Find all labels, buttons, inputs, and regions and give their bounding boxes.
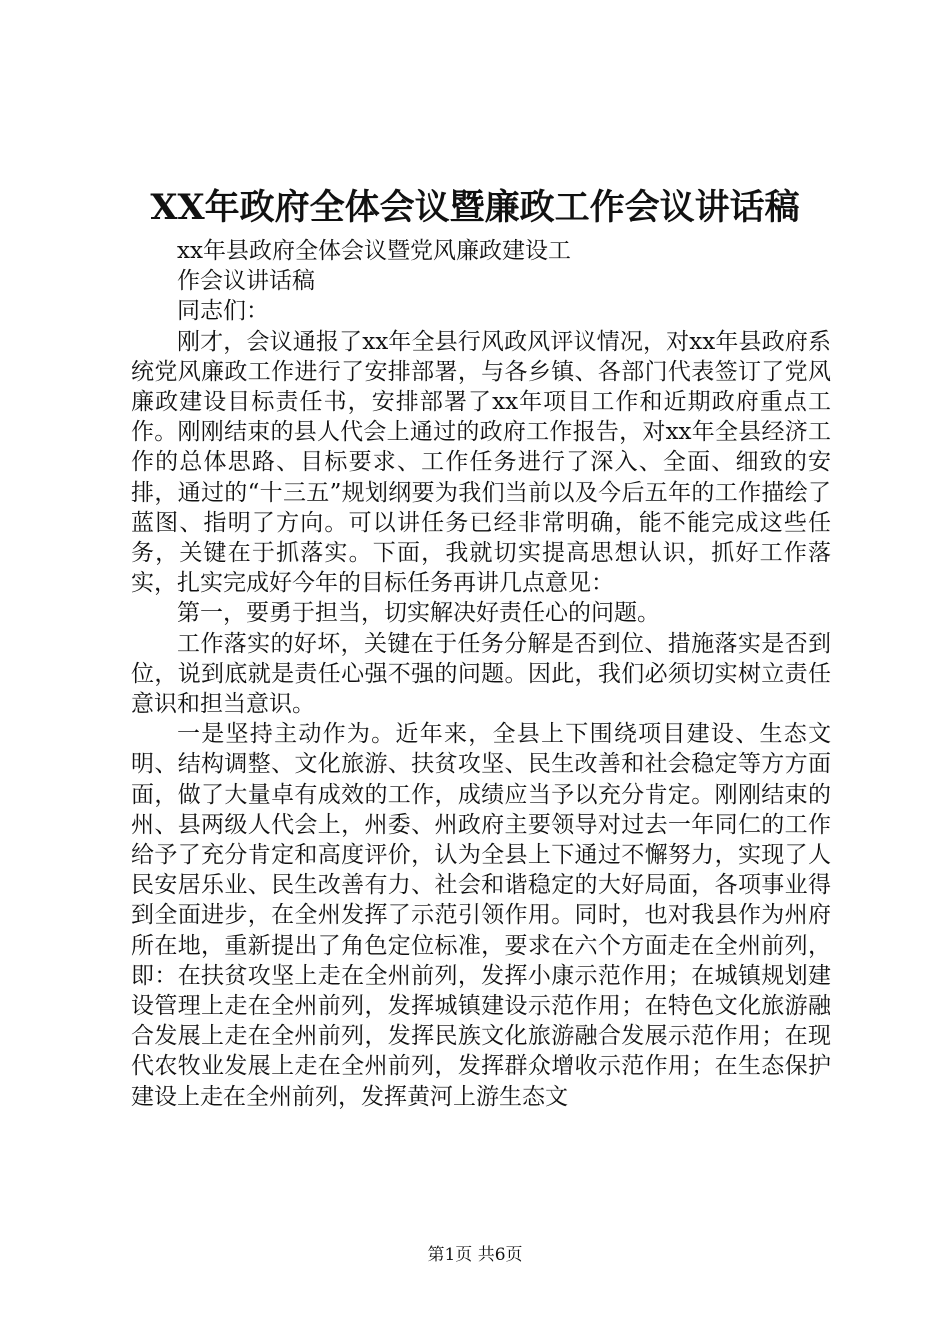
paragraph-2-heading: 第一，要勇于担当，切实解决好责任心的问题。 (177, 600, 660, 627)
document-body (131, 236, 831, 1112)
subtitle-line-1: xx年县政府全体会议暨党风廉政建设工 (177, 238, 571, 264)
paragraph-4: 一是坚持主动作为。近年来，全县上下围绕项目建设、生态文明、结构调整、文化旅游、扶贫攻坚、民生改善和社会稳定等方方面面，做了大量卓有成效的工作，成绩应当予以充分肯定。刚刚结束的州、县两级人代会上，州委、州政府主要领导对过去一年同仁的工作给予了充分肯定和高度评价，认为全县上下通过不懈努力，实现了人民安居乐业、民生改善有力、社会和谐稳定的大好局面，各项事业得到全面进步，在全州发挥了示范引领作用。同时，也对我县作为州府所在地，重新提出了角色定位标准，要求在六个方面走在全州前列，即：在扶贫攻坚上走在全州前列，发挥小康示范作用；在城镇规划建设管理上走在全州前列，发挥城镇建设示范作用；在特色文化旅游融合发展上走在全州前列，发挥民族文化旅游融合发展示范作用；在现代农牧业发展上走在全州前列，发挥群众增收示范作用；在生态保护建设上走在全州前列，发挥黄河上游生态文 (131, 721, 831, 1110)
paragraph-1: 刚才，会议通报了xx年全县行风政风评议情况，对xx年县政府系统党风廉政工作进行了安排部署，与各乡镇、各部门代表签订了党风廉政建设目标责任书，安排部署了xx年项目工作和近期政府重点工作。刚刚结束的县人代会上通过的政府工作报告，对xx年全县经济工作的总体思路、目标要求、工作任务进行了深入、全面、细致的安排，通过的“十三五”规划纲要为我们当前以及今后五年的工作描绘了蓝图、指明了方向。可以讲任务已经非常明确，能不能完成这些任务，关键在于抓落实。下面，我就切实提高思想认识，抓好工作落实，扎实完成好今年的目标任务再讲几点意见： (131, 328, 831, 597)
paragraph-3: 工作落实的好坏，关键在于任务分解是否到位、措施落实是否到位，说到底就是责任心强不强的问题。因此，我们必须切实树立责任意识和担当意识。 (131, 630, 831, 718)
page-footer: 第1页 共6页 (427, 1245, 523, 1265)
document-title: XX年政府全体会议暨廉政工作会议讲话稿 (150, 187, 800, 228)
salutation: 同志们： (177, 298, 269, 325)
subtitle-line-2: 作会议讲话稿 (177, 268, 315, 295)
